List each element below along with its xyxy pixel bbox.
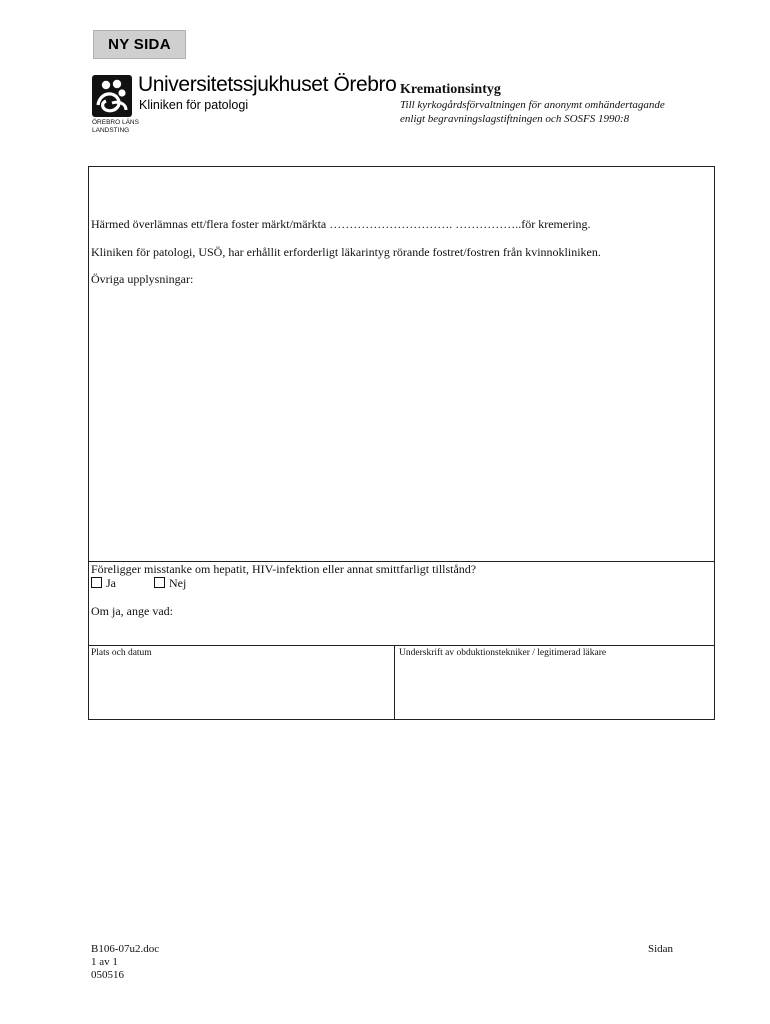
hospital-name: Universitetssjukhuset Örebro [138,73,397,96]
infection-question: Föreligger misstanke om hepatit, HIV-infektion eller annat smittfarligt tillstånd? [91,562,477,576]
handover-statement: Härmed överlämnas ett/flera foster märkt/märkta …………………………. ……………..för kremering. [91,217,591,231]
checkbox-yes[interactable] [91,577,102,588]
other-info-label: Övriga upplysningar: [91,272,194,286]
people-figures-icon [92,75,132,117]
document-footer-info: B106-07u2.doc 1 av 1 050516 [91,943,160,981]
infection-options [91,576,186,591]
page-label: Sidan [648,943,674,955]
option-no[interactable]: Nej [154,576,186,591]
place-date-label: Plats och datum [91,648,152,658]
checkbox-no[interactable] [154,577,165,588]
option-yes[interactable]: Ja [91,576,116,591]
signature-label: Underskrift av obduktionstekniker / legitimerad läkare [399,648,607,658]
document-subtitle: Till kyrkogårdsförvaltningen för anonymt omhändertagande enligt begravningslagstiftningen och SOSFS 1990:8 [400,99,665,125]
clinic-name: Kliniken för patologi [139,98,249,112]
signature-column-divider [394,645,395,720]
new-page-button[interactable]: NY SIDA [93,30,186,59]
if-yes-label: Om ja, ange vad: [91,604,173,618]
certificate-statement: Kliniken för patologi, USÖ, har erhållit erforderligt läkarintyg rörande fostret/fostren från kvinnokliniken. [91,245,601,259]
signature-divider [88,645,715,646]
county-name: ÖREBRO LÄNS LANDSTING [92,119,139,134]
document-title: Kremationsintyg [400,82,501,97]
